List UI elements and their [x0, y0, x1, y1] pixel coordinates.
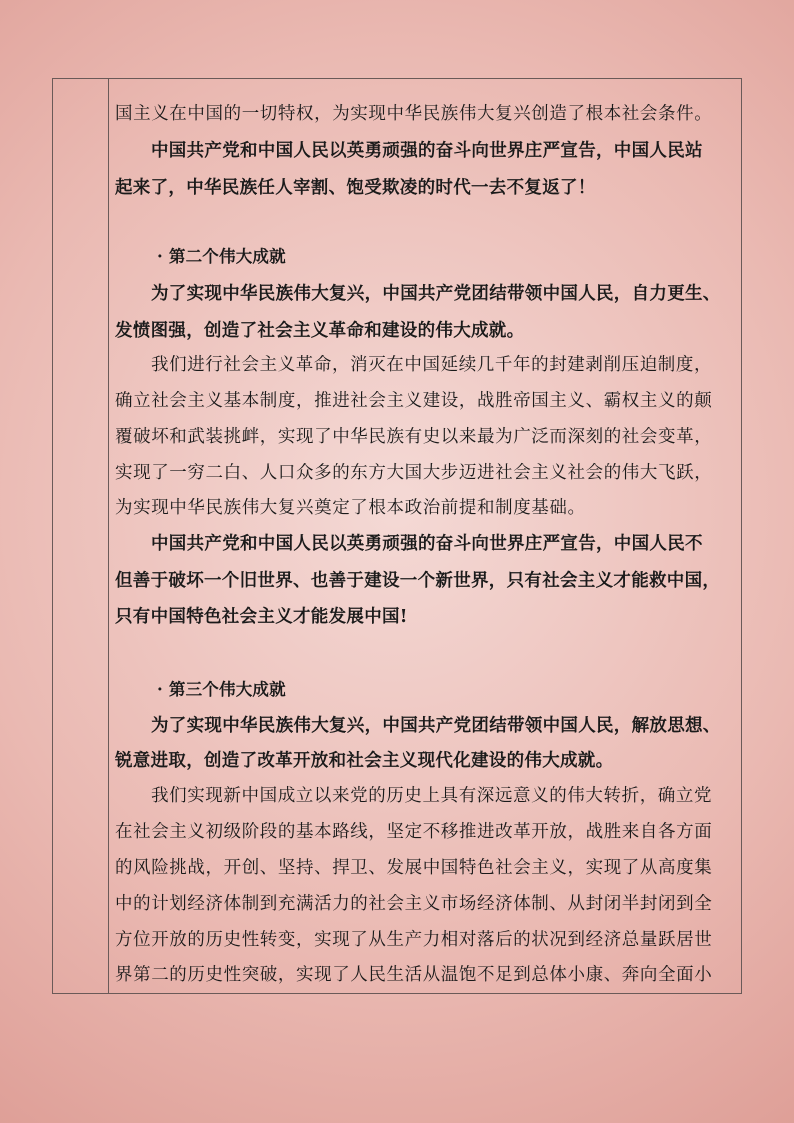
- text-line: 界第二的历史性突破，实现了人民生活从温饱不足到总体小康、奔向全面小: [115, 965, 713, 985]
- section-heading-3: · 第三个伟大成就: [157, 680, 286, 699]
- bold-line: 中国共产党和中国人民以英勇顽强的奋斗向世界庄严宣告，中国人民站: [151, 141, 703, 161]
- text-line: 我们进行社会主义革命，消灭在中国延续几千年的封建剥削压迫制度，: [151, 355, 713, 375]
- text-line: 为实现中华民族伟大复兴奠定了根本政治前提和制度基础。: [115, 498, 586, 518]
- bold-line: 起来了，中华民族任人宰割、饱受欺凌的时代一去不复返了！: [115, 178, 596, 198]
- bold-line: 只有中国特色社会主义才能发展中国!: [115, 607, 408, 627]
- bold-line: 但善于破坏一个旧世界、也善于建设一个新世界，只有社会主义才能救中国，: [115, 571, 721, 591]
- text-line: 确立社会主义基本制度，推进社会主义建设，战胜帝国主义、霸权主义的颠: [115, 391, 713, 411]
- text-line: 在社会主义初级阶段的基本路线，坚定不移推进改革开放，战胜来自各方面: [115, 822, 713, 842]
- text-line: 国主义在中国的一切特权，为实现中华民族伟大复兴创造了根本社会条件。: [115, 104, 713, 124]
- bold-line: 锐意进取，创造了改革开放和社会主义现代化建设的伟大成就。: [115, 751, 614, 771]
- column-divider: [108, 79, 109, 993]
- bold-line: 发愤图强，创造了社会主义革命和建设的伟大成就。: [115, 321, 525, 341]
- bold-line: 为了实现中华民族伟大复兴，中国共产党团结带领中国人民，自力更生、: [151, 284, 721, 304]
- text-line: 我们实现新中国成立以来党的历史上具有深远意义的伟大转折，确立党: [151, 786, 713, 806]
- section-heading-2: · 第二个伟大成就: [157, 247, 286, 266]
- text-line: 实现了一穷二白、人口众多的东方大国大步迈进社会主义社会的伟大飞跃，: [115, 463, 713, 483]
- text-line: 覆破坏和武装挑衅，实现了中华民族有史以来最为广泛而深刻的社会变革，: [115, 427, 713, 447]
- text-line: 方位开放的历史性转变，实现了从生产力相对落后的状况到经济总量跃居世: [115, 930, 713, 950]
- text-line: 的风险挑战，开创、坚持、捍卫、发展中国特色社会主义，实现了从高度集: [115, 858, 713, 878]
- document-table: [52, 78, 742, 994]
- bold-line: 中国共产党和中国人民以英勇顽强的奋斗向世界庄严宣告，中国人民不: [151, 534, 703, 554]
- bold-line: 为了实现中华民族伟大复兴，中国共产党团结带领中国人民，解放思想、: [151, 716, 721, 736]
- text-line: 中的计划经济体制到充满活力的社会主义市场经济体制、从封闭半封闭到全: [115, 894, 713, 914]
